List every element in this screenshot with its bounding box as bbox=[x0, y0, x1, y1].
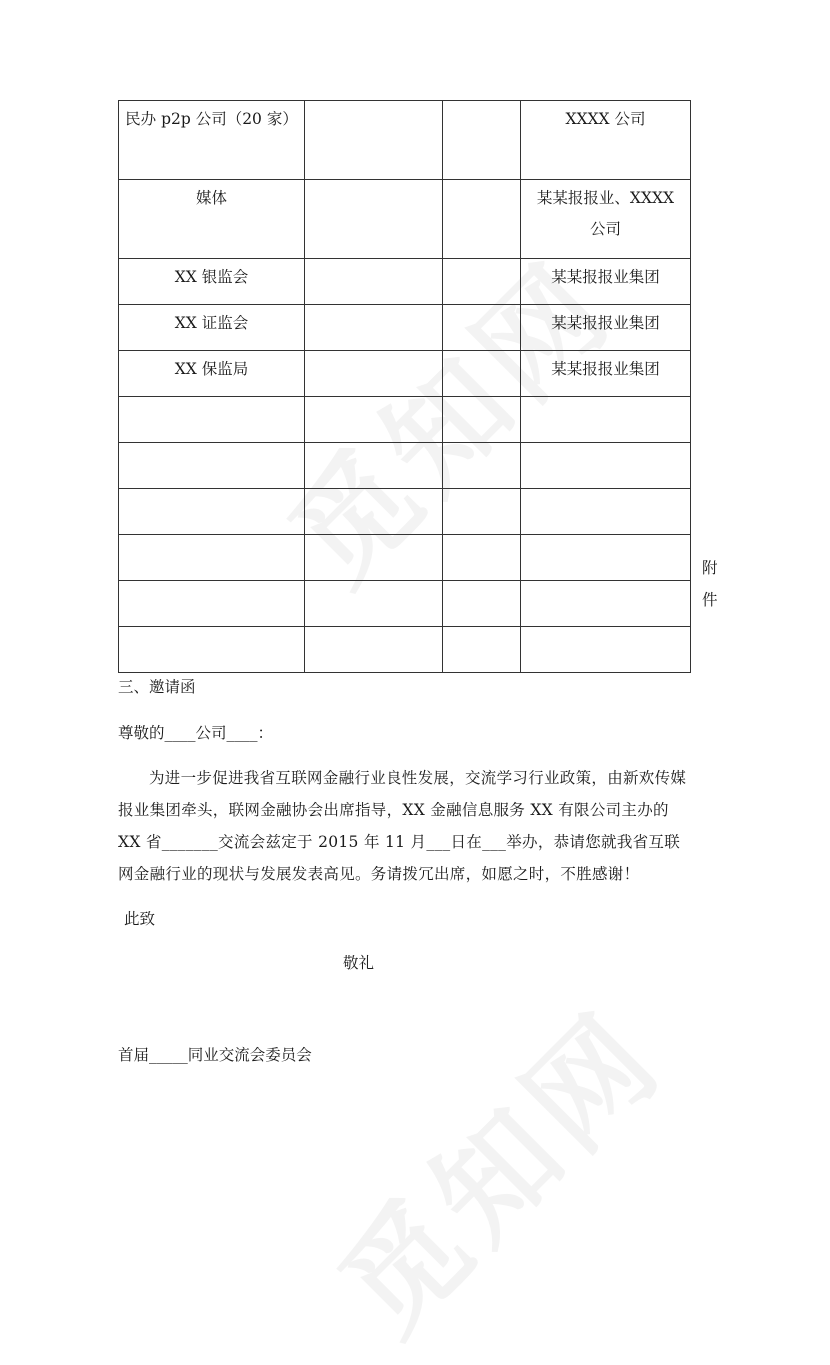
table-cell bbox=[521, 443, 691, 489]
table-cell bbox=[305, 581, 443, 627]
table-cell bbox=[443, 305, 521, 351]
table-cell: 某某报报业集团 bbox=[521, 259, 691, 305]
attachment-note: 附件 bbox=[702, 559, 718, 609]
table-cell bbox=[443, 627, 521, 673]
table-cell: 媒体 bbox=[119, 180, 305, 259]
table-cell bbox=[443, 489, 521, 535]
table-row bbox=[119, 351, 691, 397]
table-cell bbox=[119, 627, 305, 673]
section-title: 三、邀请函 bbox=[118, 678, 196, 696]
table-cell bbox=[305, 627, 443, 673]
table-row bbox=[119, 489, 691, 535]
greeting: 尊敬的____公司____： bbox=[118, 724, 274, 742]
table-cell bbox=[119, 489, 305, 535]
table-cell bbox=[521, 627, 691, 673]
table-cell bbox=[305, 489, 443, 535]
table-cell bbox=[521, 581, 691, 627]
table-row bbox=[119, 627, 691, 673]
table-cell: XXXX 公司 bbox=[521, 101, 691, 180]
table-cell: 民办 p2p 公司（20 家） bbox=[119, 101, 305, 180]
table-row bbox=[119, 259, 691, 305]
table-cell bbox=[521, 535, 691, 581]
table-cell bbox=[443, 259, 521, 305]
table-cell bbox=[305, 535, 443, 581]
table-cell bbox=[305, 351, 443, 397]
table-row bbox=[119, 443, 691, 489]
closing: 此致 bbox=[124, 910, 156, 928]
table-cell bbox=[305, 305, 443, 351]
table-cell bbox=[119, 443, 305, 489]
table-row bbox=[119, 397, 691, 443]
table-row bbox=[119, 101, 691, 180]
table-cell: 某某报报业集团 bbox=[521, 305, 691, 351]
table-cell bbox=[521, 489, 691, 535]
table-cell bbox=[119, 581, 305, 627]
table-cell bbox=[443, 397, 521, 443]
table-cell: XX 证监会 bbox=[119, 305, 305, 351]
table-cell bbox=[305, 397, 443, 443]
table-row bbox=[119, 535, 691, 581]
table-cell bbox=[305, 259, 443, 305]
table-cell bbox=[305, 101, 443, 180]
table-cell: XX 保监局 bbox=[119, 351, 305, 397]
table-cell bbox=[443, 535, 521, 581]
watermark bbox=[296, 967, 693, 1364]
invitation-body: 为进一步促进我省互联网金融行业良性发展，交流学习行业政策，由新欢传媒报业集团牵头，联网金融协会出席指导，XX 金融信息服务 XX 有限公司主办的 XX 省_______交流会兹定于 2015 年 11 月___日在___举办，恭请您就我省互联网金融行业的现状与发展发表高见。务请拨冗出席，如愿之时，不胜感谢！ bbox=[118, 769, 687, 883]
table-row bbox=[119, 581, 691, 627]
table-cell: XX 银监会 bbox=[119, 259, 305, 305]
table-cell bbox=[443, 101, 521, 180]
table-cell: 某某报报业集团 bbox=[521, 351, 691, 397]
table-cell: 某某报报业、XXXX 公司 bbox=[521, 180, 691, 259]
table-cell bbox=[305, 443, 443, 489]
table-cell bbox=[521, 397, 691, 443]
table-cell bbox=[443, 581, 521, 627]
table-row bbox=[119, 305, 691, 351]
table-cell bbox=[443, 180, 521, 259]
table-cell bbox=[119, 535, 305, 581]
table-row bbox=[119, 180, 691, 259]
signature: 首届_____同业交流会委员会 bbox=[118, 1046, 312, 1064]
attendee-table bbox=[118, 100, 691, 673]
regards: 敬礼 bbox=[343, 954, 375, 972]
table-cell bbox=[443, 351, 521, 397]
table-cell bbox=[443, 443, 521, 489]
table-cell bbox=[305, 180, 443, 259]
table-cell bbox=[119, 397, 305, 443]
